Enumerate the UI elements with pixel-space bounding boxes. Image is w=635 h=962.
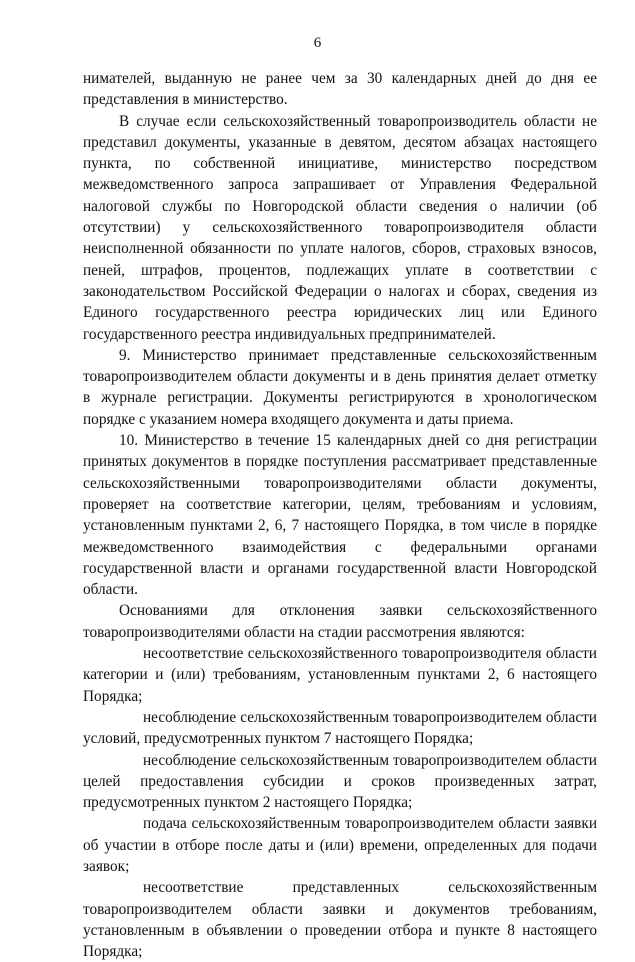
list-item-conditions-violation: несоблюдение сельскохозяйственным товаропроизводителем области условий, предусмотренных пунктом 7 настоящего Порядка; bbox=[83, 708, 597, 748]
document-body bbox=[83, 68, 597, 962]
paragraph-item-9: 9. Министерство принимает представленные сельскохозяйственным товаропроизводителем области документы и в день принятия делает отметку в журнале регистрации. Документы регистрируются в хронологическом порядке с указанием номера входящего документа и даты приема. bbox=[83, 346, 597, 428]
list-item-late-submission: подача сельскохозяйственным товаропроизводителем области заявки об участии в отборе после даты и (или) времени, определенных для подачи заявок; bbox=[83, 815, 597, 875]
paragraph-rejection-grounds: Основаниями для отклонения заявки сельскохозяйственного товаропроизводителями области на стадии рассмотрения являются: bbox=[83, 602, 597, 641]
paragraph-continuation: ниматeлей, выданную не ранее чем за 30 календарных дней до дня ее представления в министерство. bbox=[83, 70, 597, 109]
list-item-category-mismatch: несоответствие сельскохозяйственного товаропроизводителя области категории и (или) требованиям, установленным пунктами 2, 6 настоящего Порядка; bbox=[83, 645, 597, 705]
list-item-documents-mismatch: несоответствие представленных сельскохозяйственным товаропроизводителем области заявки и документов требованиям, установленным в объявлении о проведении отбора и пункте 8 настоящего Порядка; bbox=[83, 879, 597, 961]
page-number: 6 bbox=[313, 35, 322, 51]
paragraph-item-10: 10. Министерство в течение 15 календарных дней со дня регистрации принятых документов в порядке поступления рассматривает представленные сельскохозяйственными товаропроизводителями области документы, проверяет на соответствие категории, целям, требованиям и условиям, установленным пунктами 2, 6, 7 настоящего Порядка, в том числе в порядке межведомственного взаимодействия с федеральными органами государственной власти и органами государственной власти Новгородской области. bbox=[83, 432, 597, 599]
list-item-goals-violation: несоблюдение сельскохозяйственным товаропроизводителем области целей предоставления субсидии и сроков произведенных затрат, предусмотренных пунктом 2 настоящего Порядка; bbox=[83, 751, 597, 812]
paragraph-tax-request: В случае если сельскохозяйственный товаропроизводитель области не представил документы, указанные в девятом, десятом абзацах настоящего пункта, по собственной инициативе, министерство посредством межведомственного запроса запрашивает от Управления Федеральной налоговой службы по Новгородской области сведения о наличии (об отсутствии) у сельскохозяйственного товаропроизводителя области неисполненной обязанности по уплате налогов, сборов, страховых взносов, пеней, штрафов, процентов, подлежащих уплате в соответствии с законодательством Российской Федерации о налогах и сборах, сведения из Единого государственного реестра юридических лиц или Единого государственного реестра индивидуальных предпринимателей. bbox=[83, 112, 597, 343]
